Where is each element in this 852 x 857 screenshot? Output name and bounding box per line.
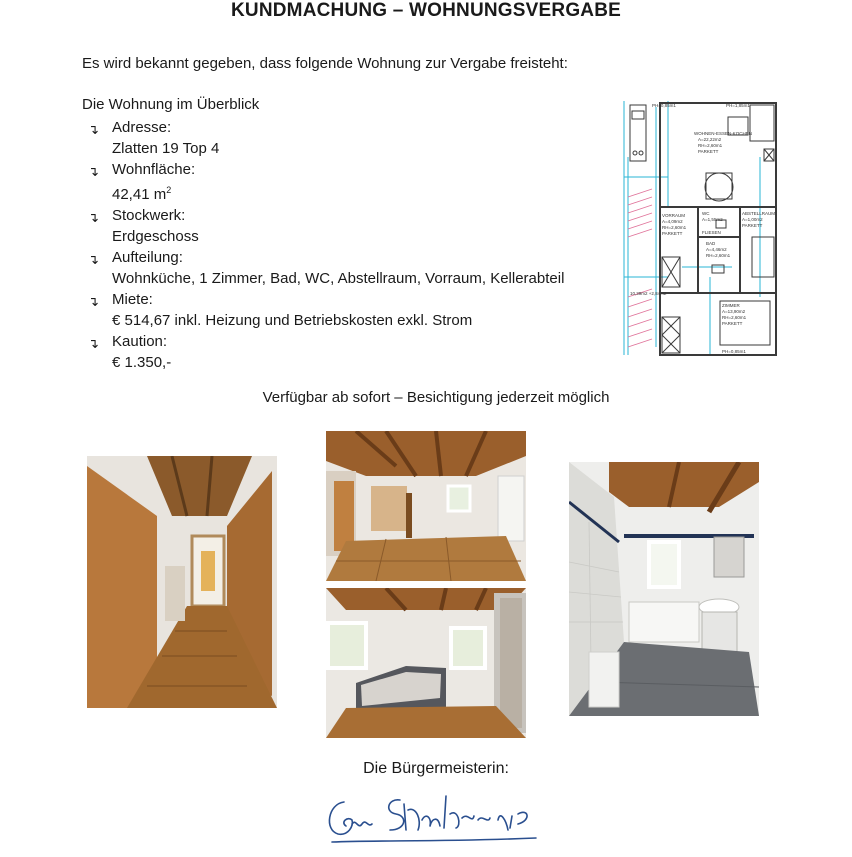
fact-value: Wohnküche, 1 Zimmer, Bad, WC, Abstellraum, Vorraum, Kellerabteil: [112, 270, 565, 287]
plan-label-vorraum-floor: PARKETT: [662, 231, 683, 236]
plan-label-living: WOHNEN-ESSEN-KOCHEN: [694, 131, 753, 136]
fact-deposit-label: [88, 331, 564, 352]
fact-label: Kaution:: [112, 333, 168, 350]
availability-note: Verfügbar ab sofort – Besichtigung jederzeit möglich: [262, 389, 610, 406]
bedroom-photo: [326, 588, 526, 738]
intro-text: Es wird bekannt gegeben, dass folgende Wohnung zur Vergabe freisteht:: [82, 55, 568, 72]
floor-plan: [622, 97, 778, 359]
plan-label-living-area: A=22,22m2: [698, 137, 722, 142]
mayor-label: Die Bürgermeisterin:: [363, 760, 509, 777]
plan-label-living-height: RH=2,60m1: [698, 143, 723, 148]
fact-area-label: [88, 159, 564, 180]
plan-label-ph-bottom: PH=0,85m1: [722, 349, 746, 354]
plan-label-abstellraum: ABSTELLRAUM: [742, 211, 776, 216]
plan-label-zimmer: ZIMMER: [722, 303, 740, 308]
fact-rent-label: [88, 289, 564, 310]
plan-label-vorraum: VORRAUM: [662, 213, 686, 218]
plan-label-zimmer-height: RH=2,60m1: [722, 315, 747, 320]
plan-label-vorraum-height: RH=2,60m1: [662, 225, 687, 230]
plan-label-living-floor: PARKETT: [698, 149, 719, 154]
pushpin-icon: ↴: [88, 252, 99, 267]
fact-layout-label: [88, 247, 564, 268]
bathroom-photo: [569, 462, 759, 716]
fact-label: Wohnfläche:: [112, 161, 196, 178]
page-title: KUNDMACHUNG – WOHNUNGSVERGABE: [230, 0, 622, 21]
hallway-photo: [87, 456, 277, 708]
plan-label-abstellraum-floor: PARKETT: [742, 223, 763, 228]
plan-label-abstellraum-area: A=1,00m2: [742, 217, 763, 222]
fact-value: € 1.350,-: [112, 354, 172, 371]
fact-label: Miete:: [112, 291, 153, 308]
fact-value-superscript: 2: [166, 185, 172, 195]
plan-label-fliesen: FLIESEN: [702, 230, 721, 235]
plan-label-ph-top-left: PH=0,85m1: [652, 103, 676, 108]
plan-label-bad-area: A=4,46m2: [706, 247, 727, 252]
pushpin-icon: ↴: [88, 336, 99, 351]
plan-label-zimmer-area: A=13,90m2: [722, 309, 746, 314]
fact-label: Stockwerk:: [112, 207, 186, 224]
overview-heading: Die Wohnung im Überblick: [82, 96, 260, 113]
fact-label: Adresse:: [112, 119, 172, 136]
mayor-signature: [322, 790, 552, 852]
fact-floor-value: [88, 226, 564, 247]
pushpin-icon: ↴: [88, 210, 99, 225]
fact-address-label: [88, 117, 564, 138]
fact-area-value: [88, 180, 564, 205]
plan-label-ph-top-right: PH=1,85m1: [726, 103, 750, 108]
fact-value: € 514,67 inkl. Heizung und Betriebskosten exkl. Strom: [112, 312, 473, 329]
fact-value: 42,41 m: [112, 186, 167, 203]
pushpin-icon: ↴: [88, 294, 99, 309]
pushpin-icon: ↴: [88, 164, 99, 179]
apartment-facts-list: [88, 117, 564, 373]
fact-deposit-value: [88, 352, 564, 373]
fact-layout-value: [88, 268, 564, 289]
plan-label-bad-height: RH=2,60m1: [706, 253, 731, 258]
fact-value: Zlatten 19 Top 4: [112, 140, 220, 157]
living-kitchen-photo: [326, 431, 526, 581]
plan-label-bad: BAD: [706, 241, 716, 246]
plan-label-stair-note: 10,39m2 +2,84m2: [630, 291, 667, 296]
fact-floor-label: [88, 205, 564, 226]
plan-label-zimmer-floor: PARKETT: [722, 321, 743, 326]
fact-value: Erdgeschoss: [112, 228, 199, 245]
fact-rent-value: [88, 310, 564, 331]
pushpin-icon: ↴: [88, 122, 99, 137]
plan-label-wc-area: A=1,55m2: [702, 217, 723, 222]
plan-label-vorraum-area: A=4,09m2: [662, 219, 683, 224]
fact-label: Aufteilung:: [112, 249, 183, 266]
fact-address-value: [88, 138, 564, 159]
plan-label-wc: WC: [702, 211, 710, 216]
